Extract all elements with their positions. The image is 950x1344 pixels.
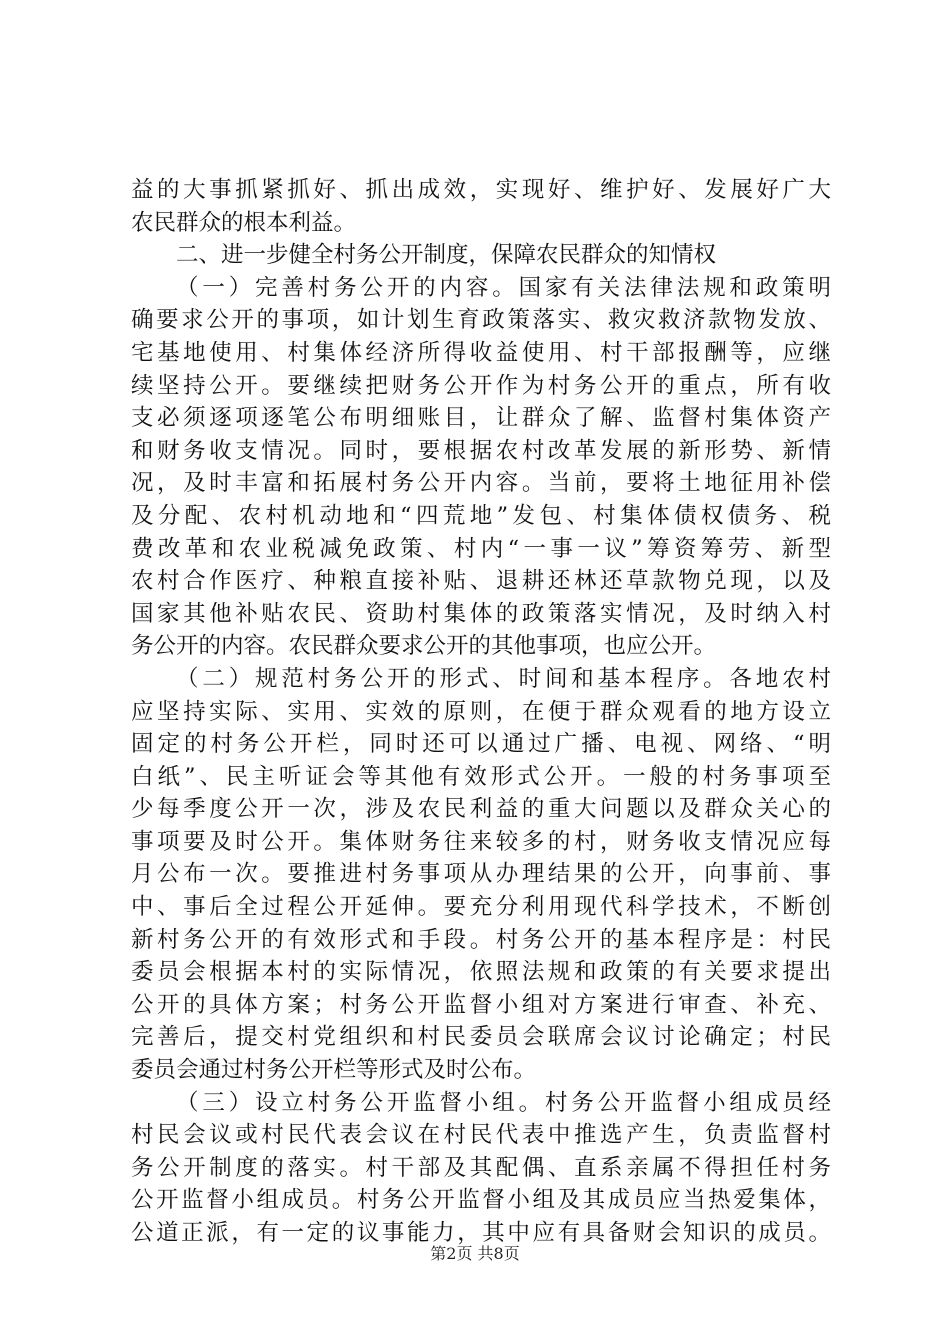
text-line: 和财务收支情况。同时，要根据农村改革发展的新形势、新情 <box>131 437 831 464</box>
text-line: 益的大事抓紧抓好、抓出成效，实现好、维护好、发展好广大 <box>131 177 831 203</box>
text-line: 况，及时丰富和拓展村务公开内容。当前，要将土地征用补偿 <box>131 470 831 497</box>
text-line: 中、事后全过程公开延伸。要充分利用现代科学技术，不断创 <box>131 894 831 921</box>
text-line: 公开的具体方案；村务公开监督小组对方案进行审查、补充、 <box>131 991 831 1018</box>
text-line: 公道正派，有一定的议事能力，其中应有具备财会知识的成员。 <box>131 1220 831 1246</box>
text-line: 固定的村务公开栏，同时还可以通过广播、电视、网络、“明 <box>131 731 831 758</box>
text-line: 及分配、农村机动地和“四荒地”发包、村集体债权债务、税 <box>131 502 831 529</box>
text-line: 续坚持公开。要继续把财务公开作为村务公开的重点，所有收 <box>131 372 831 399</box>
text-line: （三）设立村务公开监督小组。村务公开监督小组成员经 <box>176 1089 831 1116</box>
text-line: （一）完善村务公开的内容。国家有关法律法规和政策明 <box>176 274 831 301</box>
text-line: 支必须逐项逐笔公布明细账目，让群众了解、监督村集体资产 <box>131 405 831 432</box>
text-line: （二）规范村务公开的形式、时间和基本程序。各地农村 <box>176 665 831 692</box>
section-heading: 二、进一步健全村务公开制度，保障农民群众的知情权 <box>176 242 717 269</box>
text-line: 务公开制度的落实。村干部及其配偶、直系亲属不得担任村务 <box>131 1154 831 1181</box>
text-line: 事项要及时公开。集体财务往来较多的村，财务收支情况应每 <box>131 828 831 855</box>
page-number-footer: 第2页 共8页 <box>430 1244 520 1263</box>
text-line: 务公开的内容。农民群众要求公开的其他事项，也应公开。 <box>131 633 717 660</box>
text-line: 月公布一次。要推进村务事项从办理结果的公开，向事前、事 <box>131 861 831 888</box>
text-line: 宅基地使用、村集体经济所得收益使用、村干部报酬等，应继 <box>131 339 831 366</box>
text-line: 费改革和农业税减免政策、村内“一事一议”筹资筹劳、新型 <box>131 535 831 562</box>
text-line: 农民群众的根本利益。 <box>131 209 357 236</box>
text-line: 白纸”、民主听证会等其他有效形式公开。一般的村务事项至 <box>131 763 831 790</box>
document-body <box>131 174 831 1250</box>
text-line: 应坚持实际、实用、实效的原则，在便于群众观看的地方设立 <box>131 698 831 725</box>
text-line: 确要求公开的事项，如计划生育政策落实、救灾救济款物发放、 <box>131 307 831 334</box>
text-line: 农村合作医疗、种粮直接补贴、退耕还林还草款物兑现，以及 <box>131 568 831 595</box>
text-line: 委员会根据本村的实际情况，依照法规和政策的有关要求提出 <box>131 959 831 986</box>
text-line: 村民会议或村民代表会议在村民代表中推选产生，负责监督村 <box>131 1122 831 1149</box>
text-line: 国家其他补贴农民、资助村集体的政策落实情况，及时纳入村 <box>131 600 831 627</box>
text-line: 完善后，提交村党组织和村民委员会联席会议讨论确定；村民 <box>131 1024 831 1051</box>
text-line: 新村务公开的有效形式和手段。村务公开的基本程序是：村民 <box>131 926 831 953</box>
text-line: 少每季度公开一次，涉及农民利益的重大问题以及群众关心的 <box>131 796 831 823</box>
text-line: 公开监督小组成员。村务公开监督小组及其成员应当热爱集体， <box>131 1187 831 1214</box>
text-line: 委员会通过村务公开栏等形式及时公布。 <box>131 1057 537 1084</box>
